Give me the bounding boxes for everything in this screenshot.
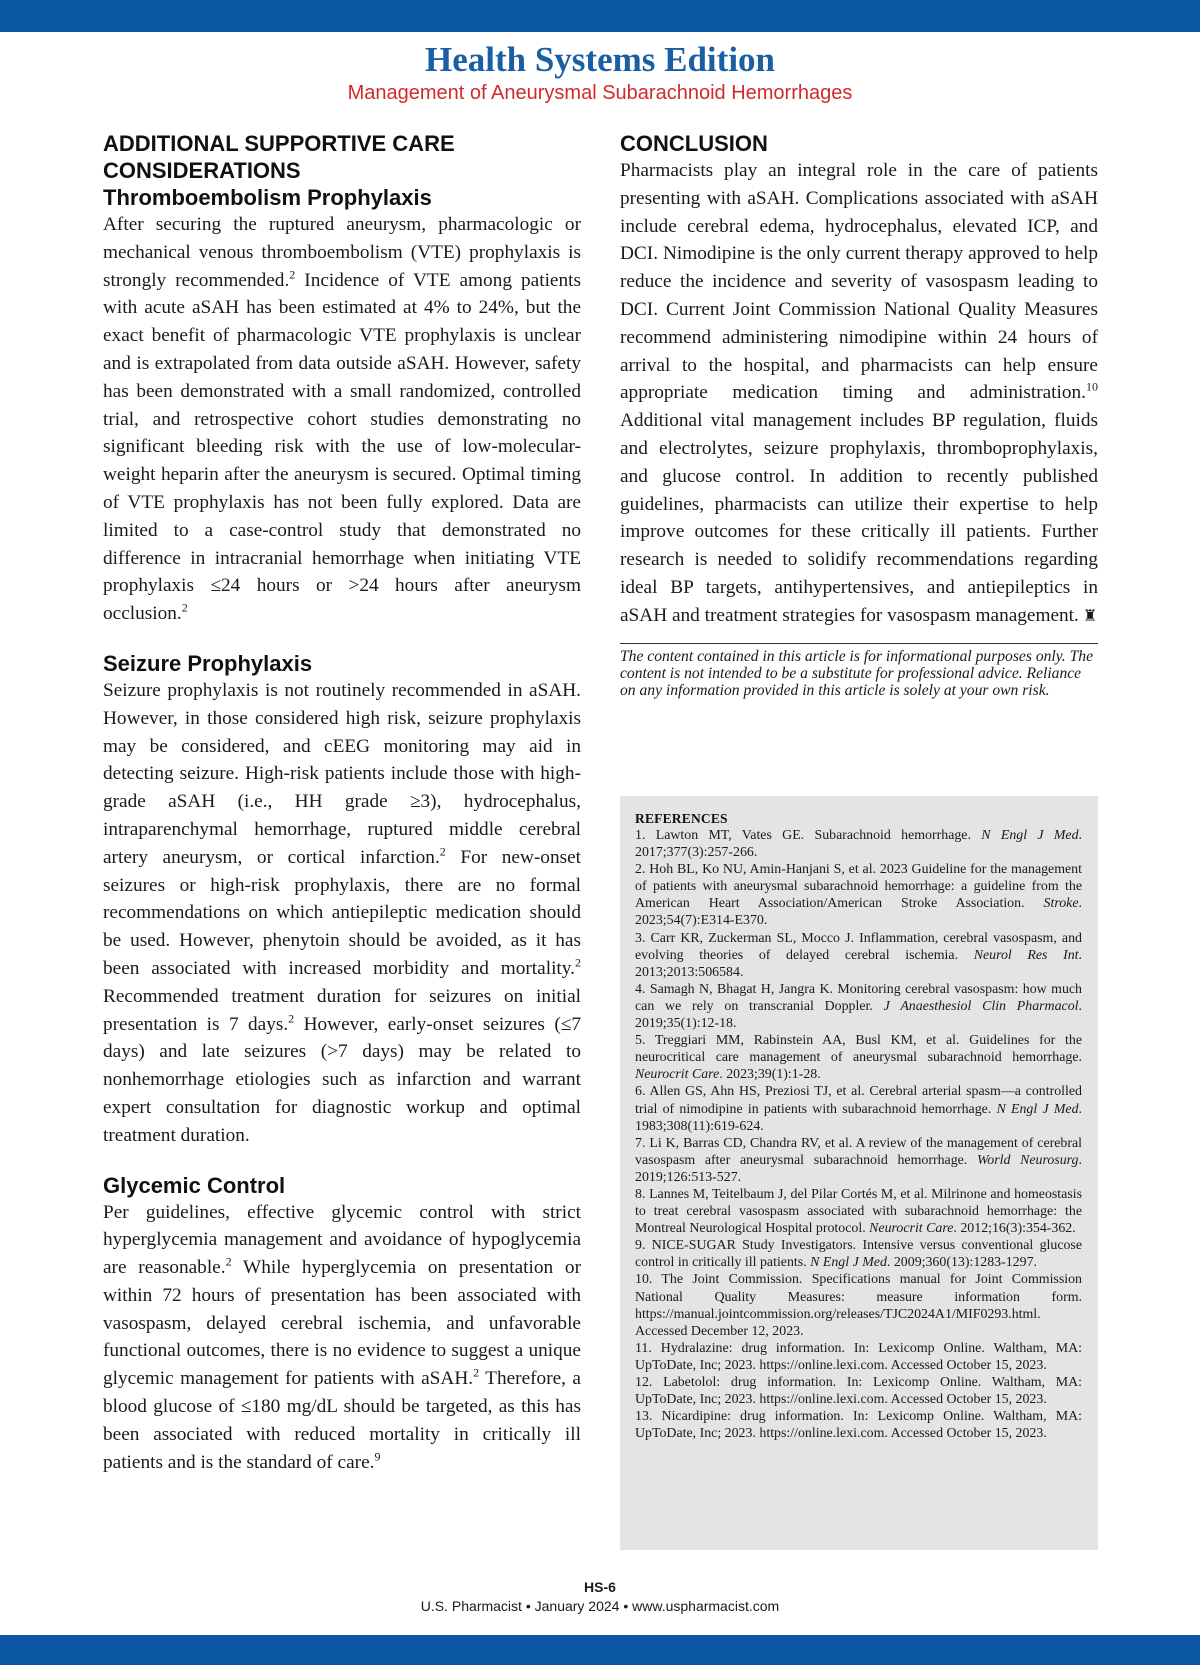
reference-journal: J Anaesthesiol Clin Pharmacol (883, 998, 1079, 1014)
glycemic-heading: Glycemic Control (103, 1172, 286, 1198)
reference-item: 8. Lannes M, Teitelbaum J, del Pilar Cortés M, et al. Milrinone and homeostasis to treat cerebral vasospasm associated with subarachnoid hemorrhage: the Montreal Neurological Hospital protocol. Neurocrit Care. 2012;16(3):354-362. (635, 1186, 1082, 1237)
end-mark-icon: ♜ (1082, 607, 1098, 625)
reference-item: 2. Hoh BL, Ko NU, Amin-Hanjani S, et al. 2023 Guideline for the management of patients with aneurysmal subarachnoid hemorrhage: a guideline from the American Heart Association/American Stroke Association. Stroke. 2023;54(7):E314-E370. (635, 862, 1082, 929)
left-column (103, 130, 581, 1476)
footer-publication: U.S. Pharmacist • January 2024 • www.uspharmacist.com (420, 1598, 780, 1614)
reference-item: 10. The Joint Commission. Specifications manual for Joint Commission National Quality Measures: measure information form. https://manual.jointcommission.org/releases/TJC2024A1/MIF0293.html. Accessed December 12, 2023. (635, 1272, 1082, 1339)
reference-journal: Neurocrit Care (635, 1067, 720, 1083)
seizure-heading: Seizure Prophylaxis (103, 650, 313, 676)
right-column (620, 130, 1098, 699)
reference-journal: N Engl J Med (981, 828, 1079, 843)
article-subtitle: Management of Aneurysmal Subarachnoid Hemorrhages (347, 82, 853, 104)
conclusion-paragraph: Pharmacists play an integral role in the care of patients presenting with aSAH. Complications associated with aSAH include cerebral edema, hydrocephalus, elevated ICP, and DCI. Nimodipine is the only current therapy approved to help reduce the incidence and severity of vasospasm leading to DCI. Current Joint Commission National Quality Measures recommend administering nimodipine within 24 hours of arrival to the hospital, and pharmacists can help ensure appropriate medication timing and administration.$^{10}$ Additional vital management includes BP regulation, fluids and electrolytes, seizure prophylaxis, thromboprophylaxis, and glucose control. In addition to recently published guidelines, pharmacists can utilize their expertise to help improve outcomes for these critically ill patients. Further research is needed to solidify recommendations regarding ideal BP targets, antihypertensives, and antiepileptics in aSAH and treatment strategies for vasospasm management. ♜ (620, 160, 1098, 626)
reference-item: 6. Allen GS, Ahn HS, Preziosi TJ, et al. Cerebral arterial spasm—a controlled trial of nimodipine in patients with subarachnoid hemorrhage. N Engl J Med. 1983;308(11):619-624. (635, 1084, 1082, 1134)
reference-item: 5. Treggiari MM, Rabinstein AA, Busl KM, et al. Guidelines for the neurocritical care management of aneurysmal subarachnoid hemorrhage. Neurocrit Care. 2023;39(1):1-28. (635, 1033, 1082, 1083)
reference-item: 9. NICE-SUGAR Study Investigators. Intensive versus conventional glucose control in critically ill patients. N Engl J Med. 2009;360(13):1283-1297. (635, 1238, 1082, 1271)
edition-title: Health Systems Edition (424, 40, 776, 79)
bottom-color-bar (0, 1635, 1200, 1665)
reference-journal: Neurol Res Int (973, 947, 1079, 963)
reference-journal: N Engl J Med (996, 1101, 1079, 1117)
top-color-bar (0, 0, 1200, 32)
reference-item: 4. Samagh N, Bhagat H, Jangra K. Monitoring cerebral vasospasm: how much can we rely on transcranial Doppler. J Anaesthesiol Clin Pharmacol. 2019;35(1):12-18. (635, 981, 1082, 1032)
disclaimer: The content contained in this article is for informational purposes only. The content is not intended to be a substitute for professional advice. Reliance on any information provided in this article is solely at your own risk. (620, 643, 1098, 699)
seizure-paragraph: Seizure prophylaxis is not routinely recommended in aSAH. However, in those considered high risk, seizure prophylaxis may be considered, and cEEG monitoring may aid in detecting seizure. High-risk patients include those with high-grade aSAH (i.e., HH grade ≥3), hydrocephalus, intraparenchymal hemorrhage, ruptured middle cerebral artery aneurysm, or cortical infarction.$^2$ For new-onset seizures or high-risk prophylaxis, there are no formal recommendations on which antiepileptic medication should be used. However, phenytoin should be avoided, as it has been associated with increased morbidity and mortality.$^2$ Recommended treatment duration for seizures on initial presentation is 7 days.$^2$ However, early-onset seizures (≤7 days) and late seizures (>7 days) may be related to nonhemorrhage etiologies such as infarction and warrant expert consultation for diagnostic workup and optimal treatment duration. (103, 679, 582, 1146)
reference-item: 12. Labetolol: drug information. In: Lexicomp Online. Waltham, MA: UpToDate, Inc; 2023. https://online.lexi.com. Accessed October 15, 2023. (635, 1375, 1082, 1408)
references-title: REFERENCES (635, 811, 728, 826)
vte-paragraph: After securing the ruptured aneurysm, pharmacologic or mechanical venous thromboembolism (VTE) prophylaxis is strongly recommended.$^2$ Incidence of VTE among patients with acute aSAH has been estimated at 4% to 24%, but the exact benefit of pharmacologic VTE prophylaxis is unclear and is extrapolated from data outside aSAH. However, safety has been demonstrated with a small randomized, controlled trial, and retrospective cohort studies demonstrating no significant bleeding risk with the use of low-molecular-weight heparin after the aneurysm is secured. Optimal timing of VTE prophylaxis has not been fully explored. Data are limited to a case-control study that demonstrated no difference in intracranial hemorrhage when initiating VTE prophylaxis ≤24 hours or >24 hours after aneurysm occlusion.$^2$ (103, 214, 581, 625)
section-title: ADDITIONAL SUPPORTIVE CARE CONSIDERATIONS (103, 131, 455, 183)
reference-journal: World Neurosurg (976, 1152, 1079, 1168)
references-list (635, 827, 1082, 1442)
glycemic-paragraph: Per guidelines, effective glycemic control with strict hyperglycemia management and avoidance of hypoglycemia are reasonable.$^2$ While hyperglycemia on presentation or within 72 hours of presentation has been associated with vasospasm, delayed cerebral ischemia, and unfavorable functional outcomes, there is no evidence to suggest a unique glycemic management for patients with aSAH.$^2$ Therefore, a blood glucose of ≤180 mg/dL should be targeted, as this has been associated with reduced mortality in critically ill patients and is the standard of care.$^9$ (103, 1201, 581, 1473)
reference-item: 13. Nicardipine: drug information. In: Lexicomp Online. Waltham, MA: UpToDate, Inc; 2023. https://online.lexi.com. Accessed October 15, 2023. (635, 1409, 1082, 1442)
reference-journal: Neurocrit Care (869, 1221, 954, 1237)
reference-journal: N Engl J Med (810, 1255, 887, 1271)
reference-item: 3. Carr KR, Zuckerman SL, Mocco J. Inflammation, cerebral vasospasm, and evolving theories of delayed cerebral ischemia. Neurol Res Int. 2013;2013:506584. (635, 930, 1082, 980)
vte-heading: Thromboembolism Prophylaxis (103, 185, 432, 210)
references-box (620, 796, 1098, 1550)
page-number: HS-6 (584, 1579, 616, 1595)
conclusion-heading: CONCLUSION (620, 131, 768, 156)
reference-item: 11. Hydralazine: drug information. In: Lexicomp Online. Waltham, MA: UpToDate, Inc; 2023. https://online.lexi.com. Accessed October 15, 2023. (635, 1340, 1082, 1373)
reference-item: 7. Li K, Barras CD, Chandra RV, et al. A review of the management of cerebral vasospasm after aneurysmal subarachnoid hemorrhage. World Neurosurg. 2019;126:513-527. (635, 1135, 1082, 1185)
reference-item: 1. Lawton MT, Vates GE. Subarachnoid hemorrhage. N Engl J Med. 2017;377(3):257-266. (635, 828, 1083, 861)
reference-journal: Stroke (1043, 896, 1079, 912)
